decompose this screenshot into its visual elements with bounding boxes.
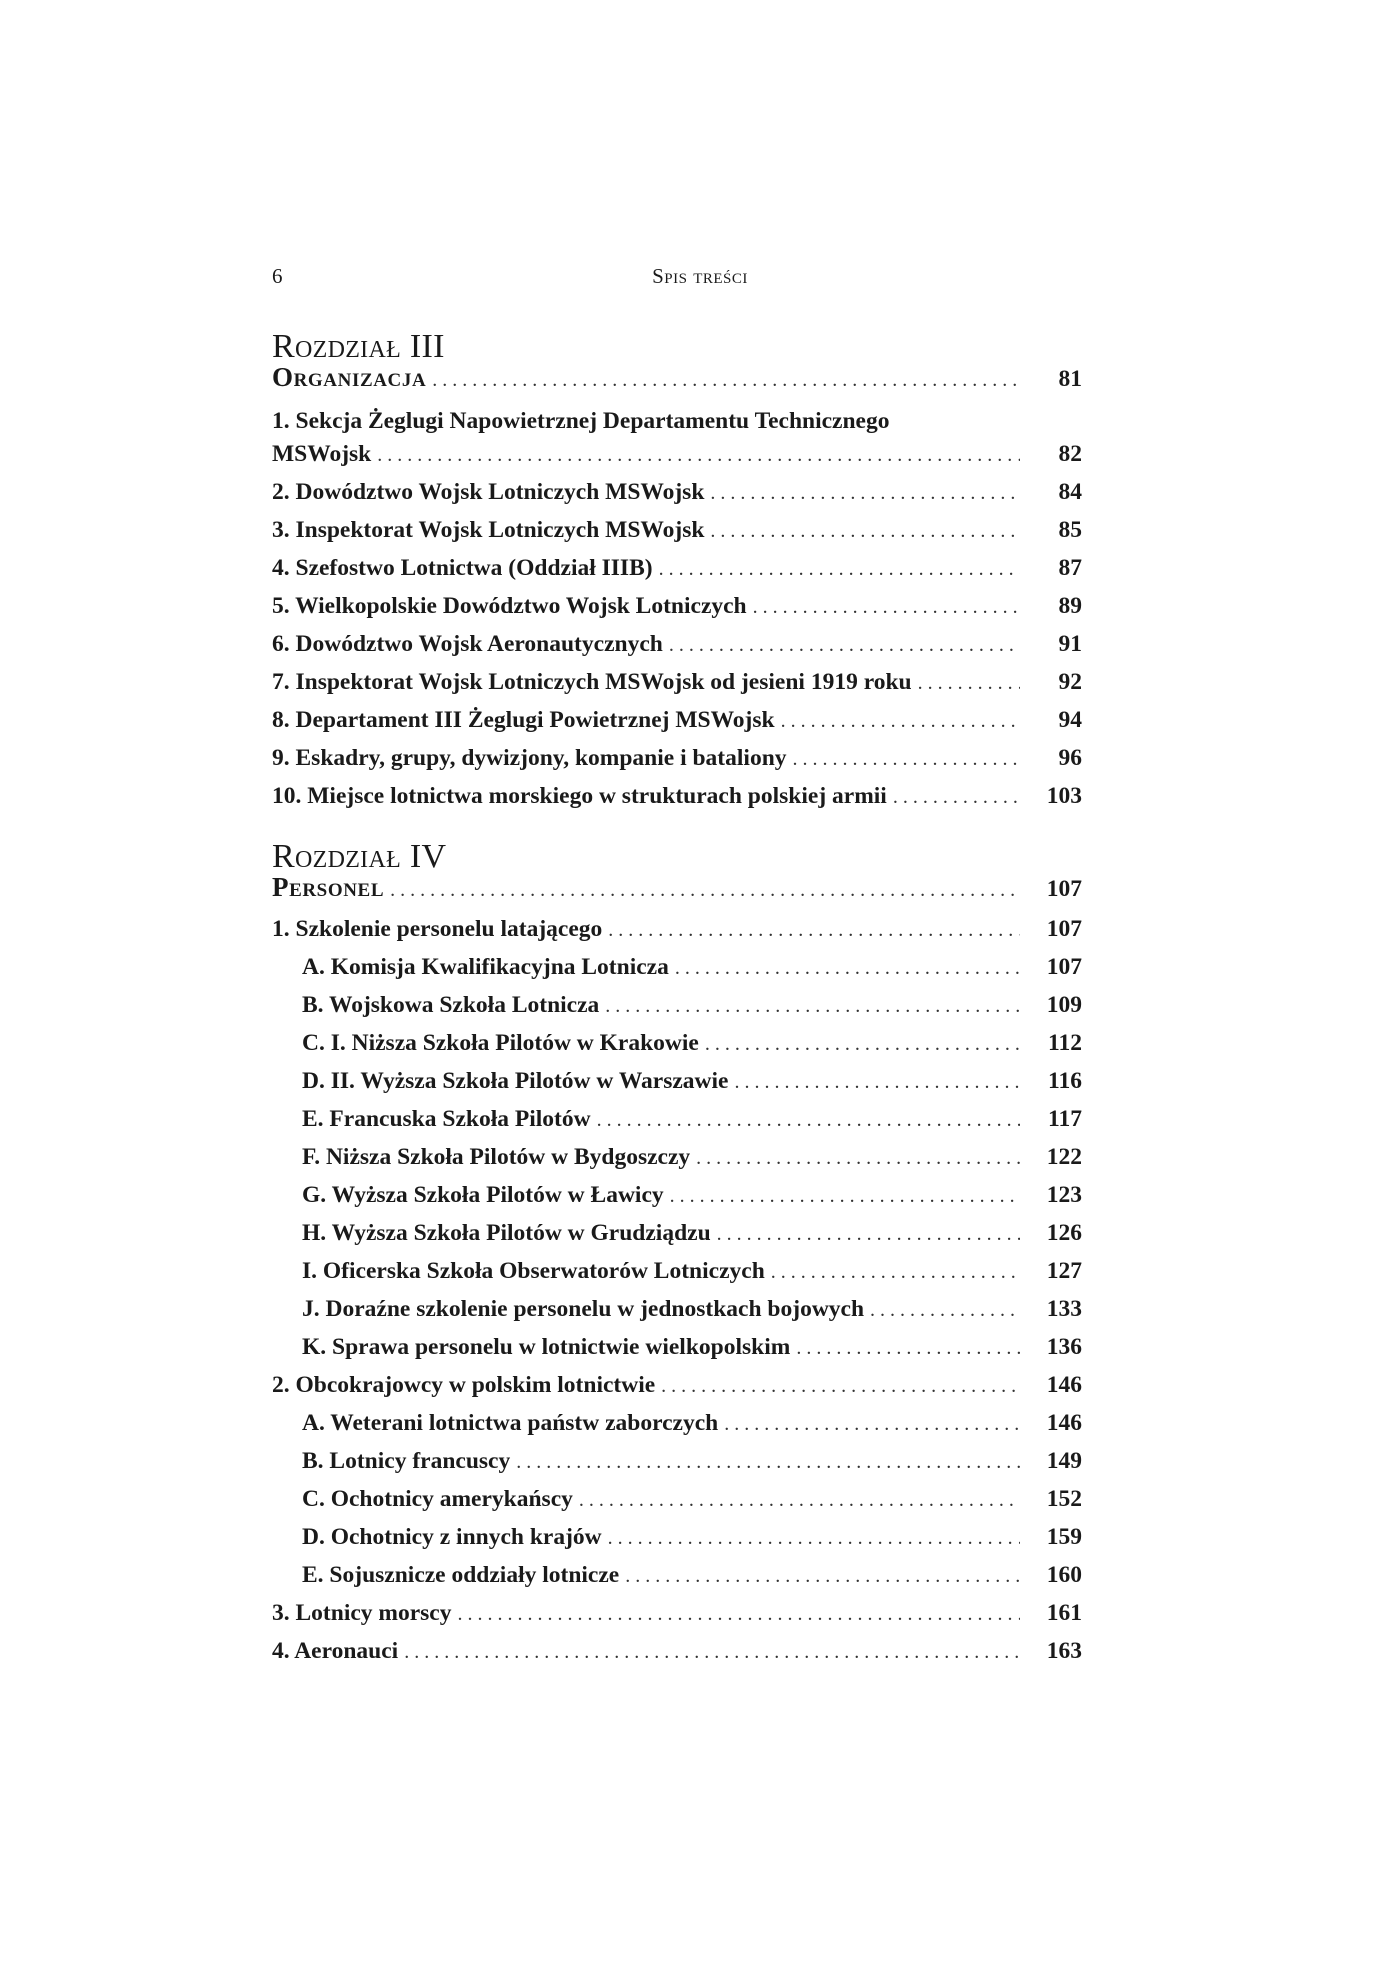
toc-entry-page: 126	[1046, 1220, 1082, 1246]
toc-entry-page: 92	[1058, 669, 1082, 695]
toc-entry[interactable]	[272, 519, 1082, 557]
toc-entry-label: 7. Inspektorat Wojsk Lotniczych MSWojsk od jesieni 1919 roku	[272, 669, 912, 695]
toc-entry[interactable]	[272, 671, 1082, 709]
toc-entry-label-line1: 1. Sekcja Żeglugi Napowietrznej Departamentu Technicznego	[272, 408, 890, 434]
chapter-4-title: Personel	[272, 872, 385, 902]
toc-entry-page: 94	[1058, 707, 1082, 733]
leader-dots	[608, 1528, 1020, 1548]
toc-subentry[interactable]	[272, 1526, 1082, 1564]
leader-dots	[781, 711, 1020, 731]
leader-dots	[670, 1186, 1020, 1206]
leader-dots	[734, 1072, 1020, 1092]
toc-subentry[interactable]	[272, 1260, 1082, 1298]
toc-entry-label: A. Weterani lotnictwa państw zaborczych	[302, 1410, 719, 1436]
toc-entry-label: 3. Lotnicy morscy	[272, 1600, 452, 1626]
leader-dots	[710, 521, 1020, 541]
leader-dots	[870, 1300, 1020, 1320]
leader-dots	[710, 483, 1020, 503]
toc-entry-label: 2. Dowództwo Wojsk Lotniczych MSWojsk	[272, 479, 705, 505]
chapter-4-section	[272, 840, 1082, 1678]
leader-dots	[625, 1566, 1020, 1586]
toc-subentry[interactable]	[272, 1184, 1082, 1222]
leader-dots	[717, 1224, 1020, 1244]
toc-entry-label: 10. Miejsce lotnictwa morskiego w strukturach polskiej armii	[272, 783, 887, 809]
leader-dots	[432, 370, 1020, 390]
page-number: 6	[272, 264, 283, 288]
chapter-4-number: Rozdział IV	[272, 838, 447, 875]
leader-dots	[753, 597, 1020, 617]
leader-dots	[696, 1148, 1020, 1168]
toc-entry-label: K. Sprawa personelu w lotnictwie wielkopolskim	[302, 1334, 791, 1360]
toc-entry[interactable]	[272, 595, 1082, 633]
chapter-4-title-page: 107	[1046, 876, 1082, 902]
toc-entry-label: 2. Obcokrajowcy w polskim lotnictwie	[272, 1372, 656, 1398]
toc-entry-label: A. Komisja Kwalifikacyjna Lotnicza	[302, 954, 669, 980]
toc-subentry[interactable]	[272, 1488, 1082, 1526]
leader-dots	[605, 996, 1020, 1016]
leader-dots	[661, 1376, 1020, 1396]
toc-entry-page: 122	[1046, 1144, 1082, 1170]
toc-entry-label: 8. Departament III Żeglugi Powietrznej MSWojsk	[272, 707, 775, 733]
toc-entry-page: 127	[1046, 1258, 1082, 1284]
leader-dots	[659, 559, 1020, 579]
toc-entry-page: 91	[1058, 631, 1082, 657]
chapter-3-number: Rozdział III	[272, 328, 445, 365]
toc-entry-page: 84	[1058, 479, 1082, 505]
toc-entry-label: 5. Wielkopolskie Dowództwo Wojsk Lotniczych	[272, 593, 747, 619]
leader-dots	[796, 1338, 1020, 1358]
toc-entry-page: 136	[1046, 1334, 1082, 1360]
toc-entry-label: D. II. Wyższa Szkoła Pilotów w Warszawie	[302, 1068, 729, 1094]
toc-entry[interactable]	[272, 785, 1082, 823]
toc-entry-label: J. Doraźne szkolenie personelu w jednostkach bojowych	[302, 1296, 865, 1322]
toc-subentry[interactable]	[272, 1336, 1082, 1374]
leader-dots	[597, 1110, 1020, 1130]
leader-dots	[608, 920, 1020, 940]
leader-dots	[458, 1604, 1021, 1624]
toc-entry-label: 6. Dowództwo Wojsk Aeronautycznych	[272, 631, 663, 657]
toc-subentry[interactable]	[272, 1564, 1082, 1602]
leader-dots	[893, 787, 1020, 807]
toc-entry-label: D. Ochotnicy z innych krajów	[302, 1524, 602, 1550]
toc-entry-label: 9. Eskadry, grupy, dywizjony, kompanie i bataliony	[272, 745, 787, 771]
leader-dots	[771, 1262, 1020, 1282]
toc-subentry[interactable]	[272, 1070, 1082, 1108]
toc-entry-page: 133	[1046, 1296, 1082, 1322]
toc-entry-page: 85	[1058, 517, 1082, 543]
toc-entry-page: 163	[1046, 1638, 1082, 1664]
toc-entry-label: 1. Szkolenie personelu latającego	[272, 916, 603, 942]
toc-entry-page: 109	[1046, 992, 1082, 1018]
toc-entry-label: 4. Aeronauci	[272, 1638, 399, 1664]
leader-dots	[390, 880, 1020, 900]
toc-entry-label: G. Wyższa Szkoła Pilotów w Ławicy	[302, 1182, 664, 1208]
toc-entry-page: 89	[1058, 593, 1082, 619]
toc-entry-page: 146	[1046, 1410, 1082, 1436]
toc-entry[interactable]	[272, 747, 1082, 785]
leader-dots	[705, 1034, 1020, 1054]
toc-entry-page: 161	[1046, 1600, 1082, 1626]
toc-entry-page: 149	[1046, 1448, 1082, 1474]
toc-subentry[interactable]	[272, 1298, 1082, 1336]
toc-entry-label: 3. Inspektorat Wojsk Lotniczych MSWojsk	[272, 517, 705, 543]
toc-subentry[interactable]	[272, 1450, 1082, 1488]
chapter-3-section	[272, 330, 1082, 823]
toc-entry-page: 87	[1058, 555, 1082, 581]
toc-entry-label: E. Francuska Szkoła Pilotów	[302, 1106, 591, 1132]
toc-entry-page: 152	[1046, 1486, 1082, 1512]
toc-entry[interactable]	[272, 1374, 1082, 1412]
toc-subentry[interactable]	[272, 956, 1082, 994]
toc-entry-page: 117	[1048, 1106, 1082, 1132]
toc-entry[interactable]	[272, 633, 1082, 671]
chapter-3-title-page: 81	[1058, 366, 1082, 392]
toc-entry-label: F. Niższa Szkoła Pilotów w Bydgoszczy	[302, 1144, 691, 1170]
toc-entry-page: 159	[1046, 1524, 1082, 1550]
toc-subentry[interactable]	[272, 1146, 1082, 1184]
toc-entry[interactable]	[272, 918, 1082, 956]
chapter-4-entry-list	[272, 918, 1082, 1678]
toc-entry-page: 82	[1058, 441, 1082, 467]
leader-dots	[724, 1414, 1020, 1434]
toc-entry-multiline[interactable]	[272, 410, 1082, 481]
toc-entry-page: 146	[1046, 1372, 1082, 1398]
toc-entry[interactable]	[272, 481, 1082, 519]
toc-subentry[interactable]	[272, 994, 1082, 1032]
leader-dots	[579, 1490, 1020, 1510]
chapter-3-title-entry[interactable]	[272, 364, 1082, 408]
chapter-3-title: Organizacja	[272, 362, 427, 392]
toc-entry-page: 96	[1058, 745, 1082, 771]
toc-entry-page: 107	[1046, 916, 1082, 942]
toc-entry[interactable]	[272, 1640, 1082, 1678]
toc-entry-label: B. Lotnicy francuscy	[302, 1448, 511, 1474]
leader-dots	[675, 958, 1020, 978]
toc-subentry[interactable]	[272, 1032, 1082, 1070]
leader-dots	[793, 749, 1020, 769]
toc-entry-page: 116	[1048, 1068, 1082, 1094]
running-head: Spis treści	[652, 264, 748, 288]
toc-entry-label: 4. Szefostwo Lotnictwa (Oddział IIIB)	[272, 555, 653, 581]
toc-entry-page: 112	[1048, 1030, 1082, 1056]
leader-dots	[377, 445, 1020, 465]
leader-dots	[669, 635, 1020, 655]
toc-entry-label: C. I. Niższa Szkoła Pilotów w Krakowie	[302, 1030, 699, 1056]
toc-subentry[interactable]	[272, 1222, 1082, 1260]
toc-entry[interactable]	[272, 709, 1082, 747]
toc-entry-label: C. Ochotnicy amerykańscy	[302, 1486, 573, 1512]
toc-entry-label: H. Wyższa Szkoła Pilotów w Grudziądzu	[302, 1220, 711, 1246]
toc-entry-page: 160	[1046, 1562, 1082, 1588]
toc-entry-label: B. Wojskowa Szkoła Lotnicza	[302, 992, 600, 1018]
chapter-4-title-entry[interactable]	[272, 874, 1082, 918]
leader-dots	[516, 1452, 1020, 1472]
toc-entry[interactable]	[272, 557, 1082, 595]
toc-entry-label: E. Sojusznicze oddziały lotnicze	[302, 1562, 620, 1588]
toc-entry-page: 123	[1046, 1182, 1082, 1208]
leader-dots	[404, 1642, 1020, 1662]
toc-entry-page: 107	[1046, 954, 1082, 980]
toc-entry-label: I. Oficerska Szkoła Obserwatorów Lotniczych	[302, 1258, 765, 1284]
toc-entry[interactable]	[272, 1602, 1082, 1640]
toc-subentry[interactable]	[272, 1108, 1082, 1146]
leader-dots	[918, 673, 1020, 693]
toc-entry-page: 103	[1046, 783, 1082, 809]
toc-subentry[interactable]	[272, 1412, 1082, 1450]
toc-entry-label-line2: MSWojsk	[272, 441, 372, 467]
